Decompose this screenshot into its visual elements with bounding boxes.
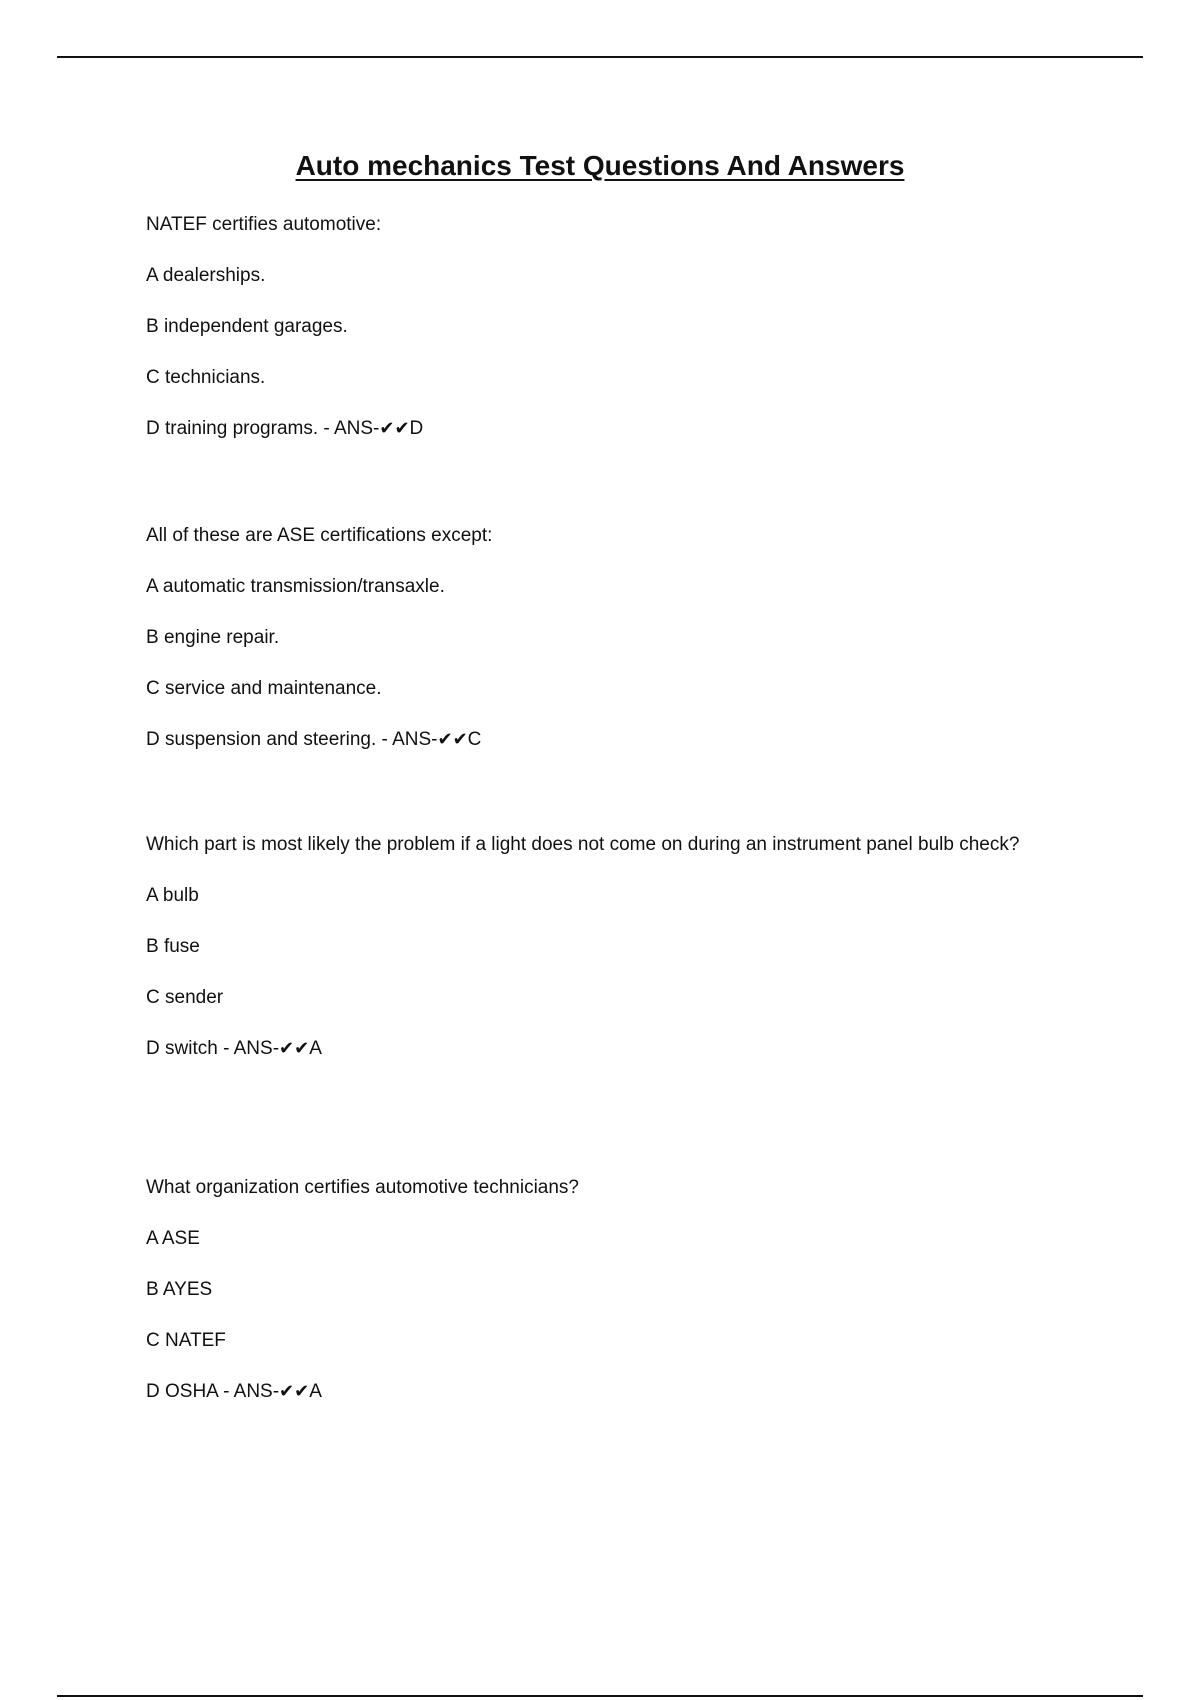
answer-option-label: D training programs. [146,418,319,439]
double-check-icon: ✔✔ [379,418,410,439]
correct-answer: A [309,1381,322,1402]
answer-option: B engine repair. [146,627,280,648]
answer-prefix: - ANS- [318,418,380,439]
double-check-icon: ✔✔ [279,1381,310,1402]
answer-option-with-answer [146,1376,1056,1407]
page-bottom-rule [57,1695,1143,1697]
correct-answer: A [309,1038,322,1059]
answer-option: A ASE [146,1228,200,1249]
question-text: Which part is most likely the problem if a light does not come on during an instrument panel bulb check? [146,834,1020,855]
answer-option: A dealerships. [146,265,266,286]
question-text: What organization certifies automotive technicians? [146,1177,580,1198]
answer-prefix: - ANS- [376,729,438,750]
question-block [146,1172,1056,1407]
question-text: NATEF certifies automotive: [146,214,382,235]
double-check-icon: ✔✔ [279,1038,310,1059]
answer-option: A bulb [146,885,199,906]
correct-answer: D [409,418,424,439]
page-title: Auto mechanics Test Questions And Answers [295,150,905,181]
answer-prefix: - ANS- [217,1038,280,1059]
answer-option-with-answer [146,413,1056,444]
correct-answer: C [467,729,482,750]
answer-prefix: - ANS- [217,1381,280,1402]
answer-option-label: D suspension and steering. [146,729,377,750]
answer-option-with-answer [146,1033,1056,1064]
answer-option: B independent garages. [146,316,348,337]
answer-option: B AYES [146,1279,213,1300]
double-check-icon: ✔✔ [437,729,468,750]
question-block [146,829,1056,1064]
answer-option: C sender [146,987,224,1008]
answer-option: C service and maintenance. [146,678,382,699]
page-top-rule [57,56,1143,58]
answer-option-with-answer [146,724,1056,755]
answer-option-label: D OSHA [146,1381,218,1402]
question-text: All of these are ASE certifications except: [146,525,493,546]
answer-option-label: D switch [146,1038,218,1059]
answer-option: B fuse [146,936,200,957]
answer-option: A automatic transmission/transaxle. [146,576,445,597]
question-block [146,520,1056,755]
question-block [146,209,1056,444]
answer-option: C NATEF [146,1330,226,1351]
answer-option: C technicians. [146,367,266,388]
